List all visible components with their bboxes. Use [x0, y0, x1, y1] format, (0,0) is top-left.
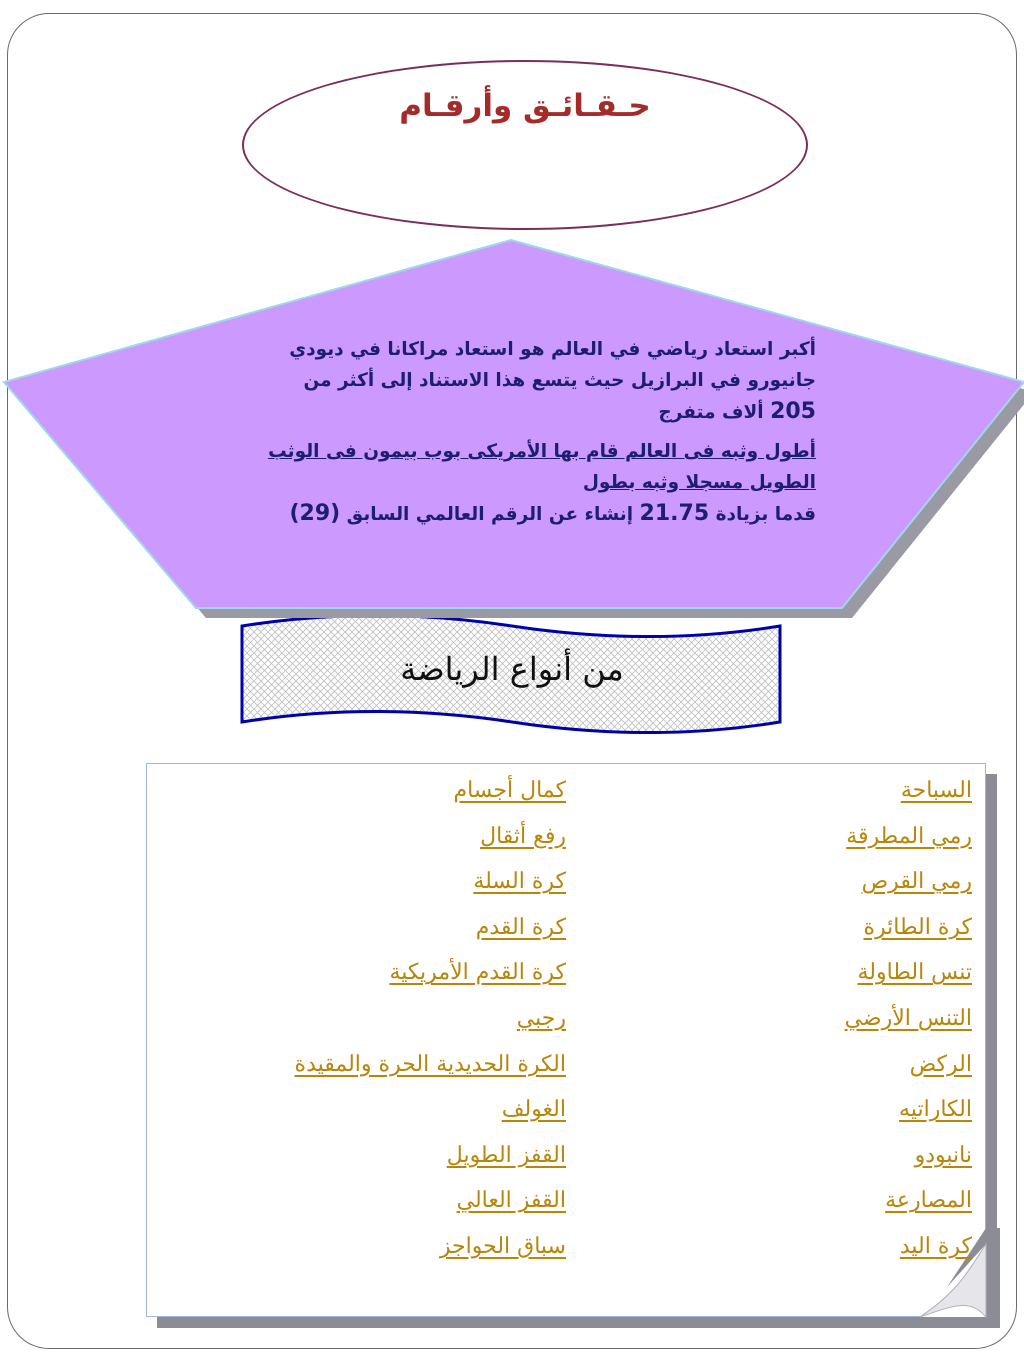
fact-1-number: 205 — [770, 399, 816, 424]
fact-2-line-1: أطول وثبه فى العالم قام بها الأمريكى بوب بيمون فى الوثب — [268, 441, 816, 462]
sport-link[interactable]: الكرة الحديدية الحرة والمقيدة — [294, 1051, 566, 1077]
fact-2 — [228, 436, 816, 530]
sport-link[interactable]: كمال أجسام — [453, 778, 566, 803]
sport-link[interactable]: الغولف — [501, 1097, 566, 1123]
sport-link[interactable]: رمي القرص — [861, 869, 972, 895]
sport-link[interactable]: كرة السلة — [473, 869, 566, 895]
sport-link[interactable]: رمي المطرقة — [846, 823, 972, 849]
sports-column-left — [200, 770, 566, 1272]
page-title: حـقـائـق وأرقـام — [399, 88, 651, 124]
fact-1-line-2: جانيورو في البرازيل حيث يتسع هذا الاستناد إلى أكثر من — [303, 370, 816, 391]
sport-link[interactable]: كرة القدم — [475, 914, 566, 940]
fact-1-line-1: أكبر استعاد رياضي في العالم هو استعاد مراكانا في ديودي — [289, 339, 816, 360]
sport-link[interactable]: الكاراتيه — [899, 1097, 972, 1123]
sport-link[interactable]: كرة الطائرة — [863, 914, 972, 940]
sport-link[interactable]: رجبي — [516, 1005, 566, 1031]
sport-link[interactable]: السباحة — [900, 778, 972, 803]
fact-2-line-3a: قدما بزيادة — [715, 504, 816, 525]
fact-1 — [228, 334, 816, 428]
sport-link[interactable]: نانبودو — [914, 1142, 972, 1168]
sport-link[interactable]: تنس الطاولة — [857, 960, 972, 986]
sport-link[interactable]: الركض — [909, 1051, 972, 1077]
sport-link[interactable]: رفع أثقال — [480, 823, 566, 849]
sports-column-right — [760, 770, 972, 1272]
facts-text — [228, 334, 816, 530]
fact-1-line-3: ألاف متفرج — [658, 402, 764, 423]
sport-link[interactable]: القفز العالي — [456, 1188, 566, 1214]
sport-link[interactable]: كرة اليد — [899, 1233, 972, 1259]
fact-2-line-2: الطويل مسجلا وثبه بطول — [582, 472, 816, 493]
fact-2-number-2: (29) — [289, 501, 341, 526]
fact-2-line-3b: إنشاء عن الرقم العالمي السابق — [346, 504, 634, 525]
title-ellipse — [242, 60, 808, 230]
sport-link[interactable]: التنس الأرضي — [844, 1005, 972, 1031]
fact-2-number-1: 21.75 — [639, 501, 710, 526]
banner-title: من أنواع الرياضة — [400, 650, 624, 688]
sport-link[interactable]: القفز الطويل — [446, 1142, 566, 1168]
sport-link[interactable]: كرة القدم الأمريكية — [389, 960, 566, 986]
sport-link[interactable]: المصارعة — [885, 1188, 972, 1214]
sport-link[interactable]: سباق الحواجز — [439, 1233, 566, 1259]
